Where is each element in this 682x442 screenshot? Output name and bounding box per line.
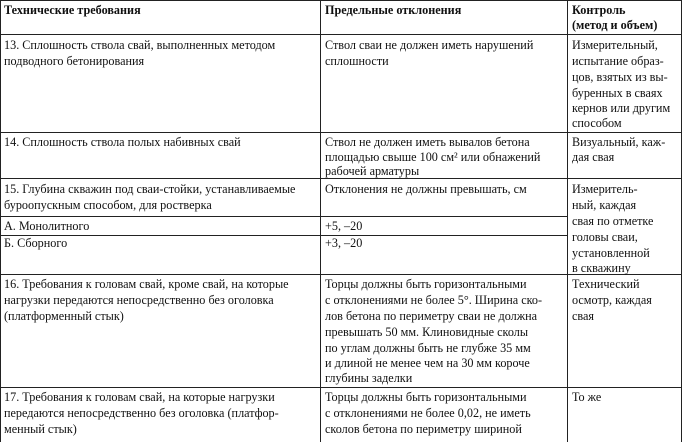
header-control-line2: (метод и объем) [572, 18, 658, 32]
row17-requirement-line1: 17. Требования к головам свай, на которые нагрузки [4, 390, 275, 404]
row15-control-line5: установленной [572, 246, 650, 260]
row16-deviation-line4: превышать 50 мм. Клиновидные сколы [325, 325, 529, 339]
row-divider-15a [0, 235, 568, 236]
row15-deviation-line1: Отклонения не должны превышать, см [325, 182, 527, 196]
row15-requirement-line2: буроопускным способом, для ростверка [4, 198, 212, 212]
row16-requirement-line1: 16. Требования к головам свай, кроме свай, на которые [4, 277, 289, 291]
row17-requirement-line3: менный стык) [4, 422, 77, 436]
row16-deviation-line1: Торцы должны быть горизонтальными [325, 277, 527, 291]
table-border-top [0, 0, 682, 1]
row14-control-line2: дая свая [572, 150, 615, 164]
row13-control-line4: буренных в сваях [572, 86, 663, 100]
row16-requirement-line2: нагрузки передаются непосредственно без оголовка [4, 293, 274, 307]
row-divider-16 [0, 387, 682, 388]
header-deviations: Предельные отклонения [325, 3, 462, 17]
row15-control-line3: свая по отметке [572, 214, 654, 228]
row16-deviation-line2: с отклонениями не более 5°. Ширина ско- [325, 293, 543, 307]
row14-control-line1: Визуальный, каж- [572, 135, 666, 149]
row14-deviation-line3: рабочей арматуры [325, 164, 420, 178]
row13-control-line5: кернов или другим [572, 101, 671, 115]
row15-control-line2: ный, каждая [572, 198, 637, 212]
table-border-left [0, 0, 1, 442]
row16-deviation-line5: по углам должны быть не глубже 35 мм [325, 341, 531, 355]
row13-deviation-line2: сплошности [325, 54, 389, 68]
row15a-requirement: А. Монолитного [4, 219, 90, 233]
row17-deviation-line2: с отклонениями не более 0,02, не иметь [325, 406, 531, 420]
row17-control-line1: То же [572, 390, 602, 404]
row13-control-line6: способом [572, 116, 622, 130]
row17-deviation-line1: Торцы должны быть горизонтальными [325, 390, 527, 404]
row13-deviation-line1: Ствол сваи не должен иметь нарушений [325, 38, 534, 52]
row15-control-line6: в скважину [572, 261, 631, 275]
row13-control-line3: цов, взятых из вы- [572, 70, 668, 84]
row15b-requirement: Б. Сборного [4, 236, 68, 250]
header-divider [0, 34, 682, 35]
row17-requirement-line2: передаются непосредственно без оголовка (платфор- [4, 406, 279, 420]
row17-deviation-line3: сколов бетона по периметру шириной [325, 422, 522, 436]
row16-deviation-line6: и длиной не менее чем на 30 мм короче [325, 356, 530, 370]
row15a-deviation: +5, –20 [325, 219, 363, 233]
row13-control-line2: испытание образ- [572, 54, 664, 68]
row13-requirement-line1: 13. Сплошность ствола свай, выполненных методом [4, 38, 276, 52]
row16-deviation-line3: лов бетона по периметру сваи не должна [325, 309, 538, 323]
header-requirements: Технические требования [4, 3, 141, 17]
row14-requirement-line1: 14. Сплошность ствола полых набивных свай [4, 135, 241, 149]
row14-deviation-line2: площадью свыше 100 см² или обнажений [325, 150, 541, 164]
row-divider-13 [0, 132, 682, 133]
row15-control-line1: Измеритель- [572, 182, 638, 196]
row15b-deviation: +3, –20 [325, 236, 363, 250]
row16-requirement-line3: (платформенный стык) [4, 309, 124, 323]
row15-requirement-line1: 15. Глубина скважин под сваи-стойки, устанавливаемые [4, 182, 296, 196]
column-divider-2 [567, 0, 568, 442]
column-divider-1 [320, 0, 321, 442]
row16-deviation-line7: глубины заделки [325, 371, 413, 385]
header-control-line1: Контроль [572, 3, 626, 17]
row15-control-line4: головы сваи, [572, 230, 638, 244]
row14-deviation-line1: Ствол не должен иметь вывалов бетона [325, 135, 530, 149]
row16-control-line2: осмотр, каждая [572, 293, 652, 307]
row13-control-line1: Измерительный, [572, 38, 658, 52]
row16-control-line3: свая [572, 309, 595, 323]
row-divider-15 [0, 216, 568, 217]
row16-control-line1: Технический [572, 277, 640, 291]
row13-requirement-line2: подводного бетонирования [4, 54, 145, 68]
